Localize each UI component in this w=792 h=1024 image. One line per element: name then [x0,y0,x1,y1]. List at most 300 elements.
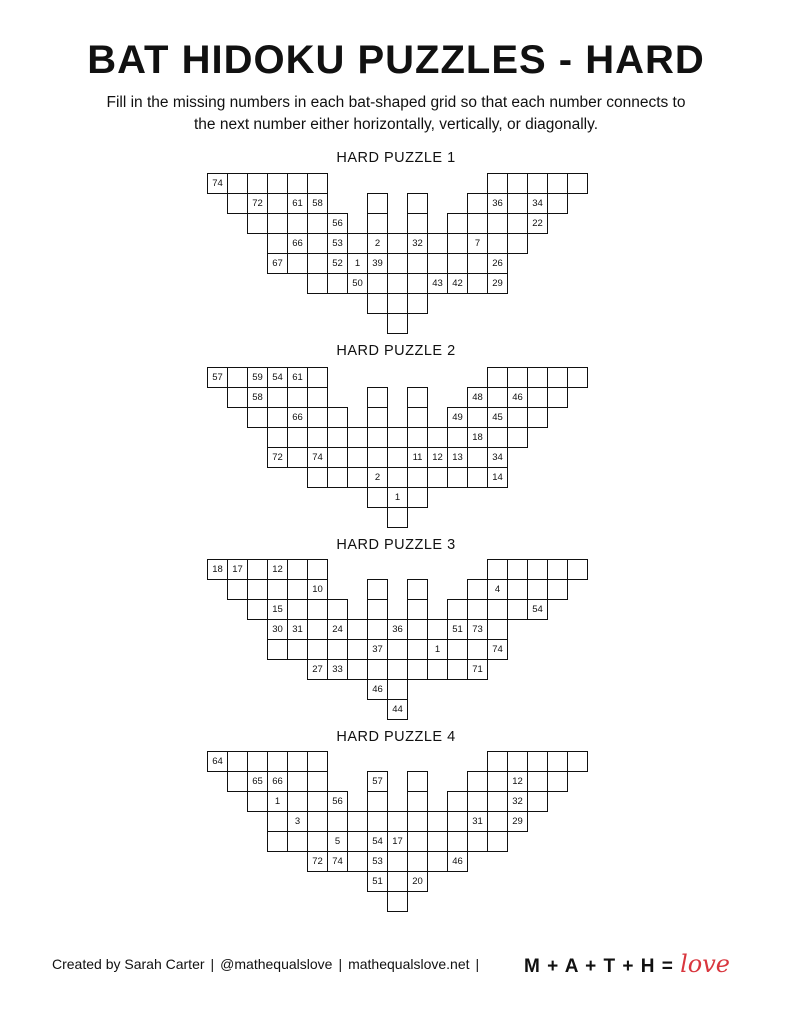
puzzle-3-cell[interactable] [447,639,468,660]
puzzle-4-cell: 1 [267,791,288,812]
puzzle-4-cell[interactable] [387,891,408,912]
puzzle-4-cell: 12 [507,771,528,792]
puzzle-2-cell[interactable] [487,367,508,388]
puzzle-2-cell: 18 [467,427,488,448]
puzzle-2-cell[interactable] [307,407,328,428]
puzzle-1-cell[interactable] [307,253,328,274]
puzzle-2-cell[interactable] [527,387,548,408]
puzzle-4-cell[interactable] [547,771,568,792]
puzzle-1-cell[interactable] [507,213,528,234]
puzzle-2-cell: 2 [367,467,388,488]
puzzle-4-cell: 29 [507,811,528,832]
puzzle-2-cell: 34 [487,447,508,468]
footer-credit: Created by Sarah Carter [52,956,205,972]
puzzle-2-cell: 13 [447,447,468,468]
puzzle-4-cell[interactable] [447,791,468,812]
puzzle-4-cell[interactable] [547,751,568,772]
puzzle-2-cell[interactable] [307,467,328,488]
puzzle-1-cell[interactable] [307,233,328,254]
brand-letters: M + A + T + H = [524,956,674,977]
puzzle-4-cell[interactable] [247,751,268,772]
puzzle-3-cell: 10 [307,579,328,600]
puzzle-2-cell[interactable] [347,447,368,468]
puzzle-1-cell: 36 [487,193,508,214]
puzzle-2-cell[interactable] [227,387,248,408]
puzzle-1-cell[interactable] [487,233,508,254]
puzzle-2-cell[interactable] [507,407,528,428]
puzzle-1-cell[interactable] [407,213,428,234]
puzzle-1-cell[interactable] [287,173,308,194]
puzzle-1-cell: 72 [247,193,268,214]
puzzle-2-cell[interactable] [387,447,408,468]
puzzle-1-cell[interactable] [247,173,268,194]
puzzle-4-cell[interactable] [387,811,408,832]
puzzle-3-cell[interactable] [387,659,408,680]
puzzle-2-cell[interactable] [267,407,288,428]
puzzle-3-cell: 30 [267,619,288,640]
puzzle-4-cell[interactable] [307,791,328,812]
puzzle-1-cell[interactable] [407,273,428,294]
puzzle-3-cell[interactable] [307,639,328,660]
puzzle-2-cell[interactable] [287,387,308,408]
puzzle-4-cell: 72 [307,851,328,872]
puzzle-2-cell[interactable] [327,467,348,488]
puzzle-1-cell[interactable] [487,173,508,194]
puzzle-1-cell[interactable] [367,293,388,314]
puzzle-2-cell[interactable] [227,367,248,388]
puzzle-3-cell[interactable] [287,639,308,660]
puzzle-1-cell[interactable] [367,193,388,214]
puzzle-1-cell: 58 [307,193,328,214]
puzzle-3-cell[interactable] [307,559,328,580]
puzzle-3-cell[interactable] [287,579,308,600]
puzzle-3-cell[interactable] [367,619,388,640]
puzzle-1-cell[interactable] [487,213,508,234]
puzzle-3-cell[interactable] [407,579,428,600]
puzzle-1-cell[interactable] [407,253,428,274]
puzzle-1-cell[interactable] [547,173,568,194]
puzzle-4-cell[interactable] [487,751,508,772]
puzzle-3-cell: 73 [467,619,488,640]
puzzle-3-cell: 46 [367,679,388,700]
puzzle-1-cell[interactable] [447,233,468,254]
puzzle-2-cell[interactable] [247,407,268,428]
puzzle-3-cell[interactable] [487,559,508,580]
puzzle-1-cell: 52 [327,253,348,274]
puzzle-2-cell[interactable] [347,467,368,488]
puzzle-2-cell[interactable] [387,467,408,488]
puzzle-4-cell[interactable] [307,751,328,772]
puzzle-2-cell[interactable] [407,387,428,408]
puzzle-2-cell[interactable] [467,407,488,428]
puzzle-4-cell[interactable] [487,811,508,832]
puzzle-1-cell[interactable] [547,193,568,214]
puzzle-2-cell: 14 [487,467,508,488]
footer [52,956,485,972]
footer-handle: @mathequalslove [220,956,333,972]
puzzle-4-cell[interactable] [527,751,548,772]
instructions: Fill in the missing numbers in each bat-shaped grid so that each number connects to the next number either horizontally, vertically, or diagonally. [106,94,686,133]
puzzle-2-cell[interactable] [327,447,348,468]
puzzle-1-cell: 42 [447,273,468,294]
puzzle-4-cell[interactable] [427,851,448,872]
puzzle-1-cell[interactable] [387,273,408,294]
puzzle-4-cell: 65 [247,771,268,792]
puzzle-3-cell[interactable] [267,579,288,600]
puzzle-3-cell[interactable] [427,619,448,640]
puzzle-1-cell[interactable] [407,293,428,314]
puzzle-1-cell[interactable] [387,293,408,314]
puzzle-1-cell: 56 [327,213,348,234]
puzzle-1-cell[interactable] [427,233,448,254]
puzzle-1-cell[interactable] [367,273,388,294]
puzzle-4-cell[interactable] [487,791,508,812]
puzzle-2-cell[interactable] [387,507,408,528]
puzzle-1-cell[interactable] [367,213,388,234]
puzzle-3-cell: 12 [267,559,288,580]
puzzle-3-cell: 36 [387,619,408,640]
puzzle-2-cell[interactable] [307,427,328,448]
puzzle-1-cell[interactable] [467,253,488,274]
puzzle-2-cell[interactable] [527,367,548,388]
puzzle-3-cell: 24 [327,619,348,640]
puzzle-4-cell[interactable] [487,831,508,852]
puzzle-2-cell: 11 [407,447,428,468]
puzzle-3-cell[interactable] [527,559,548,580]
puzzle-3-cell[interactable] [387,639,408,660]
puzzle-2-cell[interactable] [407,467,428,488]
puzzle-2-cell[interactable] [487,387,508,408]
puzzle-4-cell: 17 [387,831,408,852]
puzzle-3-cell[interactable] [507,559,528,580]
puzzle-1-cell: 32 [407,233,428,254]
puzzle-4-cell[interactable] [407,791,428,812]
puzzle-4-cell[interactable] [247,791,268,812]
puzzle-3-cell[interactable] [307,599,328,620]
puzzle-3-cell[interactable] [387,679,408,700]
puzzle-3-cell[interactable] [287,599,308,620]
puzzle-1-cell[interactable] [307,273,328,294]
puzzle-2-cell[interactable] [307,367,328,388]
puzzle-4-cell[interactable] [347,831,368,852]
puzzle-3-cell: 4 [487,579,508,600]
puzzle-4-cell[interactable] [447,831,468,852]
puzzle-1-cell[interactable] [427,253,448,274]
puzzle-3-cell[interactable] [467,579,488,600]
puzzle-4-cell: 66 [267,771,288,792]
puzzle-4-cell[interactable] [287,791,308,812]
puzzle-3-cell[interactable] [367,659,388,680]
puzzle-3-cell[interactable] [487,599,508,620]
puzzle-4-cell[interactable] [407,831,428,852]
puzzle-2-cell: 12 [427,447,448,468]
puzzle-3-cell[interactable] [547,579,568,600]
puzzle-3-cell[interactable] [547,559,568,580]
puzzle-4-cell[interactable] [307,831,328,852]
puzzle-2-cell[interactable] [367,407,388,428]
puzzle-1-cell: 34 [527,193,548,214]
puzzle-3-cell: 54 [527,599,548,620]
puzzle-3-cell[interactable] [467,599,488,620]
puzzle-1-cell[interactable] [307,173,328,194]
puzzle-2-cell: 49 [447,407,468,428]
puzzle-3-cell[interactable] [447,659,468,680]
puzzle-3-cell[interactable] [247,599,268,620]
puzzle-1-cell: 1 [347,253,368,274]
puzzle-1-cell[interactable] [527,173,548,194]
puzzle-1-cell[interactable] [507,233,528,254]
puzzle-3-cell: 71 [467,659,488,680]
puzzle-4-cell[interactable] [407,811,428,832]
puzzle-1-title: HARD PUZZLE 1 [336,150,456,166]
puzzle-2-cell[interactable] [407,427,428,448]
puzzle-1-cell[interactable] [387,233,408,254]
puzzle-4-cell[interactable] [407,771,428,792]
puzzle-3-cell[interactable] [227,579,248,600]
puzzle-4-cell: 51 [367,871,388,892]
puzzle-1-cell: 26 [487,253,508,274]
puzzle-1-cell[interactable] [387,313,408,334]
puzzle-4-cell: 56 [327,791,348,812]
puzzle-4-cell[interactable] [467,771,488,792]
puzzle-2-cell[interactable] [467,447,488,468]
puzzle-4-title: HARD PUZZLE 4 [336,729,456,745]
puzzle-3-cell[interactable] [247,559,268,580]
puzzle-4-cell[interactable] [447,811,468,832]
puzzle-3-cell[interactable] [327,639,348,660]
puzzle-4-cell[interactable] [387,871,408,892]
puzzle-3-cell[interactable] [307,619,328,640]
puzzle-1-cell[interactable] [287,213,308,234]
footer-separator: | [475,956,480,972]
puzzle-4-cell[interactable] [227,771,248,792]
puzzle-3-cell: 1 [427,639,448,660]
puzzle-1-cell: 29 [487,273,508,294]
puzzle-3-cell: 18 [207,559,228,580]
puzzle-2-cell[interactable] [427,467,448,488]
puzzle-2-cell[interactable] [467,467,488,488]
puzzle-1-cell[interactable] [327,273,348,294]
puzzle-1-cell[interactable] [227,173,248,194]
brand-logo [524,950,730,978]
puzzle-3-title: HARD PUZZLE 3 [336,537,456,553]
puzzle-2-cell[interactable] [327,427,348,448]
puzzle-1-cell[interactable] [267,173,288,194]
puzzle-4-cell[interactable] [487,771,508,792]
puzzle-1-cell[interactable] [347,233,368,254]
puzzle-1-cell[interactable] [467,213,488,234]
puzzle-2-cell: 45 [487,407,508,428]
puzzle-1-cell: 50 [347,273,368,294]
puzzle-3-cell[interactable] [367,579,388,600]
puzzle-2-cell[interactable] [507,367,528,388]
puzzle-2-cell[interactable] [447,467,468,488]
puzzle-4-cell[interactable] [347,811,368,832]
puzzle-4-cell[interactable] [567,751,588,772]
puzzle-2-cell[interactable] [367,487,388,508]
puzzle-4-cell[interactable] [267,811,288,832]
puzzle-2-cell: 1 [387,487,408,508]
puzzle-3-cell: 51 [447,619,468,640]
puzzle-1-cell: 2 [367,233,388,254]
puzzle-2-cell[interactable] [287,427,308,448]
footer-separator: | [210,956,215,972]
puzzle-1-cell[interactable] [387,253,408,274]
puzzle-1-cell[interactable] [567,173,588,194]
puzzle-2-cell[interactable] [527,407,548,428]
puzzle-3-cell[interactable] [427,659,448,680]
footer-separator: | [338,956,343,972]
puzzle-4-cell: 5 [327,831,348,852]
puzzle-4-cell: 20 [407,871,428,892]
puzzle-4-cell[interactable] [527,791,548,812]
puzzle-4-cell[interactable] [527,771,548,792]
puzzle-2-cell[interactable] [367,447,388,468]
puzzle-3-cell[interactable] [327,599,348,620]
puzzle-1-cell: 53 [327,233,348,254]
puzzle-2-cell[interactable] [267,427,288,448]
puzzle-2-cell[interactable] [287,447,308,468]
puzzle-4-cell: 32 [507,791,528,812]
puzzle-3-cell[interactable] [507,599,528,620]
puzzle-4-cell[interactable] [427,811,448,832]
puzzle-1-cell[interactable] [507,173,528,194]
puzzle-4-cell[interactable] [307,811,328,832]
page-title: BAT HIDOKU PUZZLES - HARD [87,38,705,82]
puzzle-4-cell[interactable] [367,811,388,832]
puzzle-3-cell[interactable] [507,579,528,600]
puzzle-1-cell: 66 [287,233,308,254]
puzzle-2-cell: 59 [247,367,268,388]
puzzle-4-cell[interactable] [307,771,328,792]
puzzle-3-cell[interactable] [287,559,308,580]
puzzle-4-cell: 46 [447,851,468,872]
puzzle-4-cell[interactable] [407,851,428,872]
puzzle-1-cell[interactable] [307,213,328,234]
puzzle-3-cell[interactable] [407,619,428,640]
puzzle-4-cell[interactable] [327,811,348,832]
puzzle-4-cell: 54 [367,831,388,852]
footer-website: mathequalslove.net [348,956,470,972]
puzzle-2-cell: 48 [467,387,488,408]
puzzle-4-cell: 74 [327,851,348,872]
puzzle-4-cell[interactable] [287,751,308,772]
puzzle-1-cell: 43 [427,273,448,294]
puzzle-2-cell: 46 [507,387,528,408]
puzzle-4-cell[interactable] [387,851,408,872]
puzzle-3-cell[interactable] [487,619,508,640]
puzzle-4-cell: 31 [467,811,488,832]
puzzle-3-cell: 27 [307,659,328,680]
puzzle-2-cell[interactable] [487,427,508,448]
puzzle-4-cell[interactable] [227,751,248,772]
puzzle-1-cell[interactable] [467,193,488,214]
puzzle-3-cell[interactable] [467,639,488,660]
puzzle-1-cell: 7 [467,233,488,254]
puzzle-4-cell[interactable] [467,791,488,812]
puzzle-2-cell[interactable] [367,387,388,408]
puzzle-4-cell[interactable] [287,771,308,792]
puzzle-4-cell[interactable] [267,751,288,772]
puzzle-1-cell[interactable] [267,213,288,234]
puzzle-3-cell: 15 [267,599,288,620]
puzzle-3-cell: 17 [227,559,248,580]
puzzle-2-cell: 61 [287,367,308,388]
puzzle-1-cell[interactable] [447,213,468,234]
puzzle-4-cell: 64 [207,751,228,772]
puzzle-3-cell[interactable] [447,599,468,620]
puzzle-1-cell: 39 [367,253,388,274]
puzzle-3-cell[interactable] [347,659,368,680]
puzzle-1-cell: 67 [267,253,288,274]
puzzle-2-cell[interactable] [547,387,568,408]
puzzle-2-cell[interactable] [367,427,388,448]
puzzle-3-cell: 37 [367,639,388,660]
puzzle-1-cell[interactable] [447,253,468,274]
puzzle-2-cell[interactable] [387,427,408,448]
puzzle-2-cell[interactable] [567,367,588,388]
puzzle-1-cell[interactable] [227,193,248,214]
puzzle-3-cell[interactable] [407,639,428,660]
puzzle-3-cell[interactable] [407,599,428,620]
puzzle-1-cell[interactable] [287,253,308,274]
puzzle-3-cell[interactable] [347,639,368,660]
brand-love: love [680,950,730,978]
puzzle-4-cell[interactable] [427,831,448,852]
puzzle-2-cell[interactable] [267,387,288,408]
puzzle-1-cell[interactable] [507,193,528,214]
puzzle-2-cell[interactable] [307,387,328,408]
puzzle-1-cell[interactable] [467,273,488,294]
puzzle-2-cell[interactable] [407,487,428,508]
puzzle-4-cell[interactable] [347,851,368,872]
puzzle-2-cell[interactable] [547,367,568,388]
puzzle-4-cell: 53 [367,851,388,872]
puzzle-4-cell[interactable] [287,831,308,852]
puzzle-3-cell[interactable] [567,559,588,580]
puzzle-1-cell: 74 [207,173,228,194]
puzzle-1-cell[interactable] [267,233,288,254]
puzzle-2-cell[interactable] [427,427,448,448]
puzzle-4-cell[interactable] [507,751,528,772]
puzzle-3-cell[interactable] [347,619,368,640]
puzzle-1-cell[interactable] [247,213,268,234]
puzzle-3-cell: 33 [327,659,348,680]
puzzle-2-cell[interactable] [347,427,368,448]
puzzle-4-cell[interactable] [467,831,488,852]
puzzle-3-cell[interactable] [267,639,288,660]
puzzle-4-cell[interactable] [267,831,288,852]
puzzle-3-cell[interactable] [407,659,428,680]
puzzle-1-cell[interactable] [267,193,288,214]
puzzle-3-cell[interactable] [247,579,268,600]
puzzle-2-cell[interactable] [327,407,348,428]
puzzle-3-cell[interactable] [367,599,388,620]
puzzle-2-cell[interactable] [407,407,428,428]
puzzle-2-cell: 72 [267,447,288,468]
puzzle-4-cell: 57 [367,771,388,792]
puzzle-4-cell[interactable] [367,791,388,812]
puzzle-3-cell: 44 [387,699,408,720]
puzzle-3-cell: 31 [287,619,308,640]
puzzle-2-cell[interactable] [447,427,468,448]
puzzle-3-cell[interactable] [527,579,548,600]
puzzle-2-cell: 57 [207,367,228,388]
puzzle-1-cell[interactable] [407,193,428,214]
puzzle-2-title: HARD PUZZLE 2 [336,343,456,359]
puzzle-4-cell: 3 [287,811,308,832]
puzzle-2-cell[interactable] [507,427,528,448]
